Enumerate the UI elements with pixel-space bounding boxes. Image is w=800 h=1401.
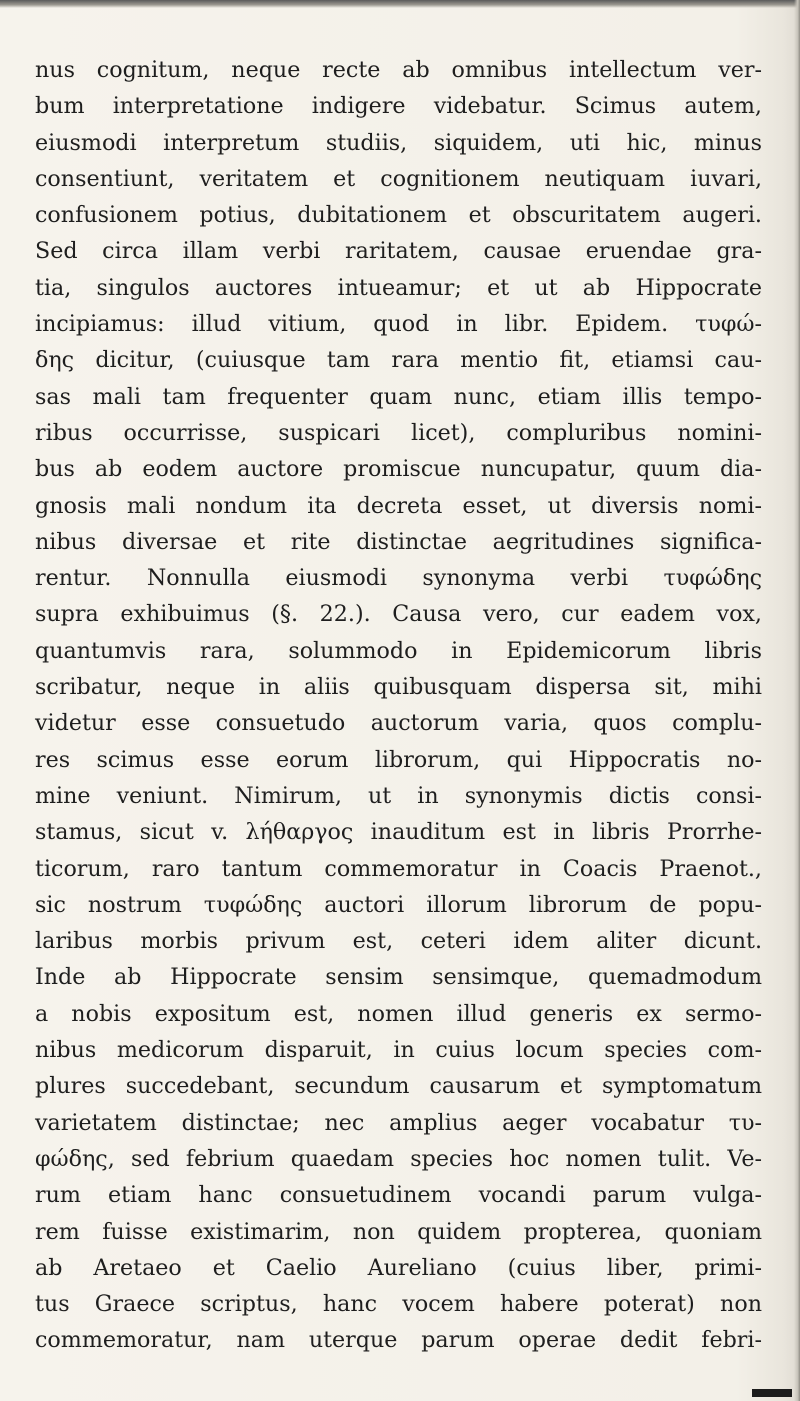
page-edge-shadow: [794, 0, 800, 1401]
body-text: [35, 52, 785, 1359]
text-line: videtur esse consuetudo auctorum varia, quos complu-: [35, 710, 762, 737]
text-line: varietatem distinctae; nec amplius aeger vocabatur τυ-: [35, 1109, 762, 1136]
text-line: bus ab eodem auctore promiscue nuncupatur, quum dia-: [35, 456, 762, 483]
text-line: rum etiam hanc consuetudinem vocandi parum vulga-: [35, 1182, 762, 1209]
text-line: tus Graece scriptus, hanc vocem habere poterat) non: [35, 1291, 762, 1318]
text-line: commemoratur, nam uterque parum operae dedit febri-: [35, 1327, 762, 1354]
text-line: sas mali tam frequenter quam nunc, etiam illis tempo-: [35, 383, 762, 410]
text-line: nibus diversae et rite distinctae aegritudines significa-: [35, 528, 762, 555]
text-line: confusionem potius, dubitationem et obscuritatem augeri.: [35, 202, 762, 229]
text-line: ticorum, raro tantum commemoratur in Coacis Praenot.,: [35, 855, 762, 882]
corner-ink-mark: [752, 1389, 792, 1397]
text-line: Sed circa illam verbi raritatem, causae eruendae gra-: [35, 238, 762, 265]
top-border: [0, 0, 800, 8]
text-line: Inde ab Hippocrate sensim sensimque, quemadmodum: [35, 964, 762, 991]
text-line: nus cognitum, neque recte ab omnibus intellectum ver-: [35, 57, 762, 83]
text-line: incipiamus: illud vitium, quod in libr. Epidem. τυφώ-: [35, 311, 762, 338]
text-line: tia, singulos auctores intueamur; et ut ab Hippocrate: [35, 274, 762, 301]
text-line: a nobis expositum est, nomen illud generis ex sermo-: [35, 1000, 762, 1027]
text-line: rem fuisse existimarim, non quidem propterea, quoniam: [35, 1218, 762, 1245]
text-line: quantumvis rara, solummodo in Epidemicorum libris: [35, 637, 762, 664]
text-line: res scimus esse eorum librorum, qui Hippocratis no-: [35, 746, 762, 773]
text-line: rentur. Nonnulla eiusmodi synonyma verbi τυφώδης: [35, 565, 762, 592]
text-line: mine veniunt. Nimirum, ut in synonymis dictis consi-: [35, 782, 762, 809]
text-line: stamus, sicut v. λήθαργος inauditum est in libris Prorrhe-: [35, 819, 762, 846]
text-line: plures succedebant, secundum causarum et symptomatum: [35, 1073, 762, 1100]
text-line: δης dicitur, (cuiusque tam rara mentio fit, etiamsi cau-: [35, 347, 762, 374]
text-line: eiusmodi interpretum studiis, siquidem, uti hic, minus: [35, 129, 762, 156]
text-line: ab Aretaeo et Caelio Aureliano (cuius liber, primi-: [35, 1254, 762, 1281]
text-line: consentiunt, veritatem et cognitionem neutiquam iuvari,: [35, 165, 762, 192]
text-line: φώδης, sed febrium quaedam species hoc nomen tulit. Ve-: [35, 1145, 762, 1172]
text-line: ribus occurrisse, suspicari licet), compluribus nomini-: [35, 419, 762, 446]
text-line: nibus medicorum disparuit, in cuius locum species com-: [35, 1037, 762, 1064]
text-line: scribatur, neque in aliis quibusquam dispersa sit, mihi: [35, 674, 762, 701]
text-line: gnosis mali nondum ita decreta esset, ut diversis nomi-: [35, 492, 762, 519]
text-line: sic nostrum τυφώδης auctori illorum librorum de popu-: [35, 891, 762, 918]
text-line: laribus morbis privum est, ceteri idem aliter dicunt.: [35, 928, 762, 955]
text-line: supra exhibuimus (§. 22.). Causa vero, cur eadem vox,: [35, 601, 762, 628]
text-line: bum interpretatione indigere videbatur. Scimus autem,: [35, 93, 762, 120]
